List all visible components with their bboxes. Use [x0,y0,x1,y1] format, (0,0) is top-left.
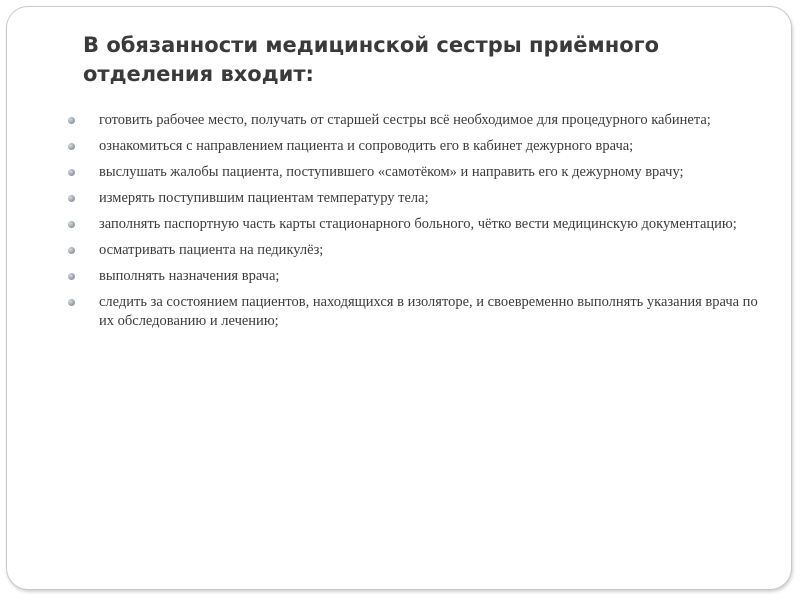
slide-title: В обязанности медицинской сестры приёмного отделения входит: [83,33,660,86]
list-item-text: осматривать пациента на педикулёз; [99,242,324,258]
bullet-dot-icon [68,247,75,254]
list-item [61,189,761,208]
list-item-text: готовить рабочее место, получать от старшей сестры всё необходимое для процедурного кабинета; [99,112,711,128]
list-item-text: выслушать жалобы пациента, поступившего «самотёком» и направить его к дежурному врачу; [99,164,684,180]
list-item [61,137,761,156]
list-item [61,267,761,286]
list-item [61,241,761,260]
list-item [61,293,761,331]
list-item [61,163,761,182]
list-item-text: выполнять назначения врача; [99,268,280,284]
bullet-dot-icon [68,169,75,176]
bullet-dot-icon [68,195,75,202]
bullet-dot-icon [68,117,75,124]
bullet-dot-icon [68,221,75,228]
list-item [61,215,761,234]
list-item-text: ознакомиться с направлением пациента и сопроводить его в кабинет дежурного врача; [99,138,634,154]
list-item-text: заполнять паспортную часть карты стационарного больного, чётко вести медицинскую документацию; [99,216,737,232]
list-item-text: измерять поступившим пациентам температуру тела; [99,190,429,206]
bullet-dot-icon [68,273,75,280]
list-item-text: следить за состоянием пациентов, находящихся в изоляторе, и своевременно выполнять указания врача по их обследованию и лечению; [99,294,758,329]
bullet-dot-icon [68,143,75,150]
bullet-list [61,111,761,338]
list-item [61,111,761,130]
bullet-dot-icon [68,299,75,306]
slide-frame [6,6,792,590]
